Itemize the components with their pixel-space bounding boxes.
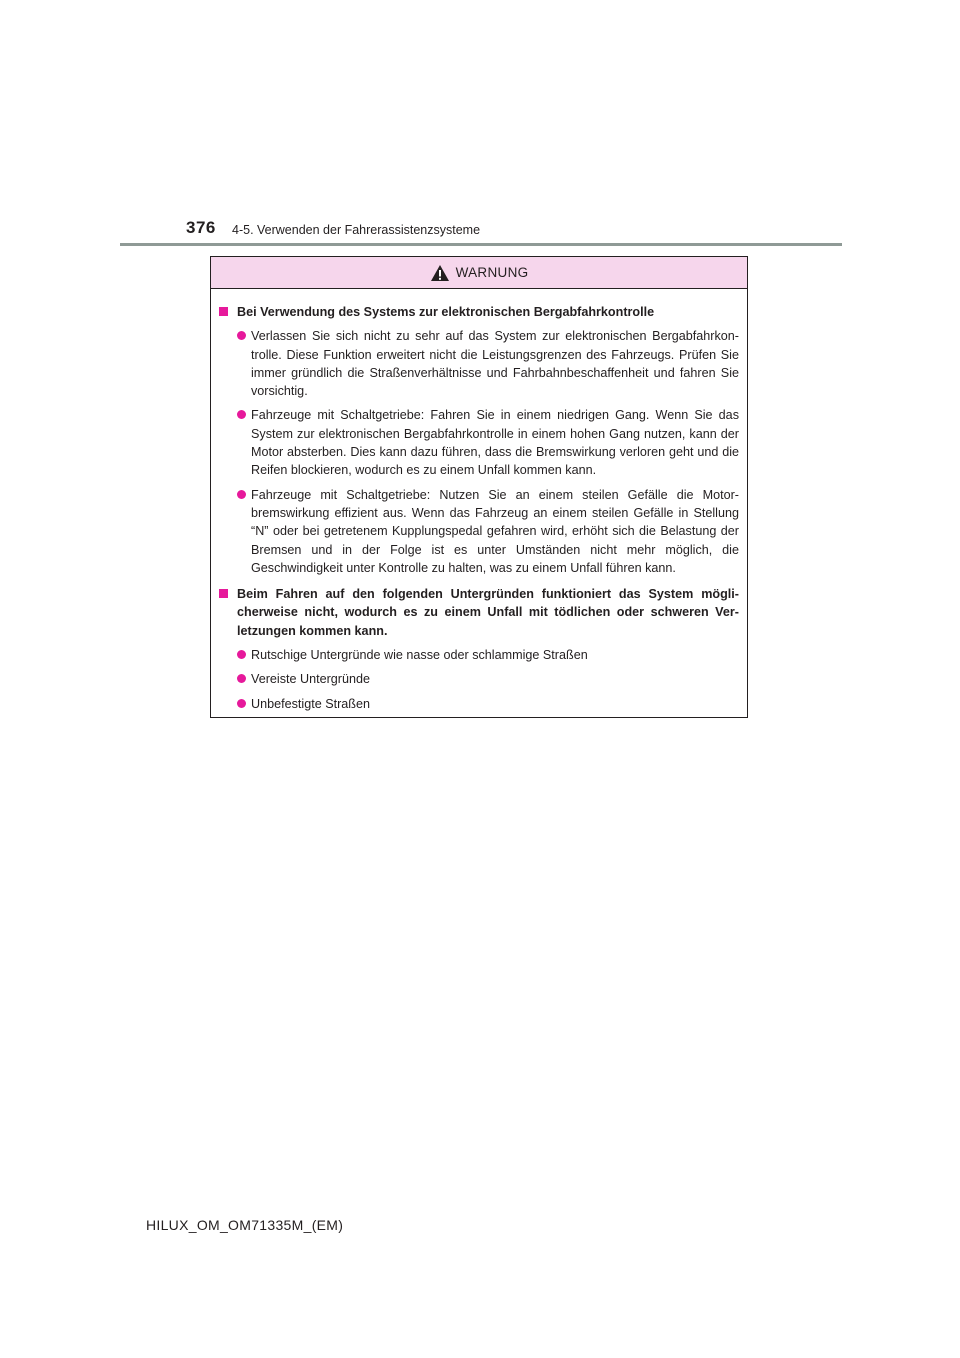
list-item [237,406,739,479]
section-title: 4-5. Verwenden der Fahrerassistenzsysteme [232,223,481,237]
dot-bullet-icon [237,674,246,683]
warning-title: WARNUNG [455,265,529,280]
document-code: HILUX_OM_OM71335M_(EM) [146,1217,344,1233]
list-item [237,327,739,400]
warning-section-heading: Bei Verwendung des Systems zur elektronischen Bergabfahrkontrolle [237,305,655,319]
square-bullet-icon [219,307,228,316]
list-item-text: Unbefestigte Straßen [251,696,371,711]
square-bullet-icon [219,589,228,598]
warning-body [211,289,747,713]
warning-section-2 [219,585,739,713]
dot-bullet-icon [237,699,246,708]
list-item-text: Vereiste Untergründe [251,672,371,687]
header-rule [120,243,842,246]
warning-header [211,257,747,289]
list-item [237,646,739,664]
page-number: 376 [186,218,216,237]
warning-box [210,256,748,718]
list-item [237,486,739,577]
list-item [237,695,739,713]
list-item [237,670,739,688]
list-item-text: Fahrzeuge mit Schaltgetriebe: Nutzen Sie an einem steilen Gefälle die Motorbremswirkung effizient aus. Wenn das Fahrzeug an einem steilen Gefälle in Stellung “N” oder bei getretenem Kupplungspedal gefahren wird, erhöht sich die Belastung der Bremsen und in der Folge ist es unter Umständen nicht mehr möglich, die Geschwindigkeit unter Kontrolle zu halten, was zu einem Unfall führen kann. [251,487,739,575]
dot-bullet-icon [237,410,246,419]
dot-bullet-icon [237,650,246,659]
dot-bullet-icon [237,490,246,499]
dot-bullet-icon [237,331,246,340]
list-item-text: Rutschige Untergründe wie nasse oder schlammige Straßen [251,648,588,663]
warning-section-1 [219,303,739,577]
warning-section-heading: Beim Fahren auf den folgenden Untergründen funktioniert das System möglicherweise nicht, wodurch es zu einem Unfall mit tödlichen oder schweren Verletzungen kommen kann. [237,587,739,638]
warning-triangle-icon [430,264,450,282]
list-item-text: Fahrzeuge mit Schaltgetriebe: Fahren Sie in einem niedrigen Gang. Wenn Sie das System zur elektronischen Bergabfahrkontrolle in einem hohen Gang nutzen, kann der Motor absterben. Dies kann dazu führen, dass die Bremswirkung verloren geht und die Reifen blockieren, wodurch es zu einem Unfall kommen kann. [251,408,739,478]
list-item-text: Verlassen Sie sich nicht zu sehr auf das System zur elektronischen Bergabfahrkontrolle. Diese Funktion erweitert nicht die Leistungsgrenzen des Fahrzeugs. Prüfen Sie immer gründlich die Straßenverhältnisse und Fahrbahnbeschaffenheit und fahren Sie vorsichtig. [251,329,739,399]
